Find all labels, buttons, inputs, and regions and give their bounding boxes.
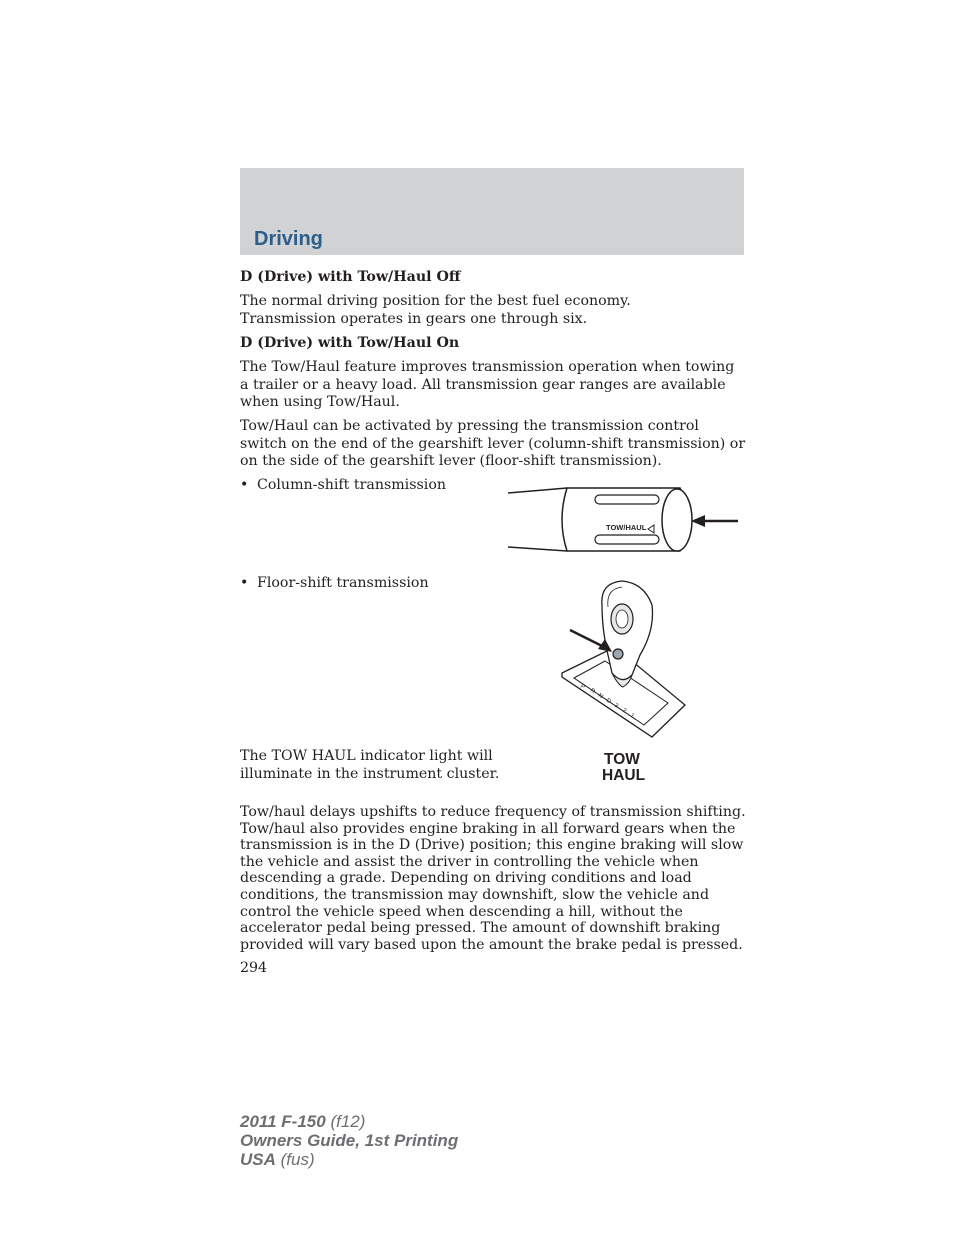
- paragraph-tow-haul-braking: Tow/haul delays upshifts to reduce frequency of transmission shifting. Tow/haul also provides engine braking in all forward gears when the transmission is in the D (Drive) position; this engine braking will slow the vehicle and assist the driver in controlling the vehicle when descending a grade. Depending on driving conditions and load conditions, the transmission may downshift, slow the vehicle and control the vehicle speed when descending a hill, without the accelerator pedal being pressed. The amount of downshift braking provided will vary based upon the amount the brake pedal is pressed.: [240, 804, 746, 953]
- gate-mark-1: 1: [628, 712, 636, 720]
- bullet-mark: •: [240, 575, 249, 591]
- footer-edition: Owners Guide, 1st Printing: [240, 1131, 459, 1150]
- tow-haul-indicator-icon: [602, 752, 652, 784]
- gate-mark-3: 3: [612, 702, 620, 710]
- floor-shift-lever-figure: [560, 575, 695, 740]
- subheading-tow-haul-off: D (Drive) with Tow/Haul Off: [240, 269, 461, 285]
- section-title: Driving: [254, 228, 323, 250]
- gate-mark-r: R: [588, 687, 596, 696]
- bullet-text: Floor-shift transmission: [257, 575, 429, 591]
- footer-model-code: (f12): [330, 1112, 366, 1131]
- bullet-mark: •: [240, 477, 249, 493]
- page-number: 294: [240, 960, 268, 976]
- footer-region-code: (fus): [280, 1150, 315, 1169]
- gate-mark-2: 2: [620, 707, 628, 715]
- paragraph-tow-haul-activation: Tow/Haul can be activated by pressing the transmission control switch on the end of the gearshift lever (column-shift transmission) or on the side of the gearshift lever (floor-shift transmission).: [240, 418, 746, 469]
- gate-mark-n: N: [596, 692, 604, 701]
- paragraph-tow-haul-feature: The Tow/Haul feature improves transmission operation when towing a trailer or a heavy load. All transmission gear ranges are available when using Tow/Haul.: [240, 359, 735, 410]
- paragraph-drive-normal: The normal driving position for the best fuel economy. Transmission operates in gears one through six.: [240, 293, 631, 327]
- indicator-line-tow: TOW: [604, 751, 640, 768]
- bullet-floor-shift: [240, 574, 429, 592]
- footer-model: 2011 F-150: [240, 1112, 326, 1131]
- bullet-text: Column-shift transmission: [257, 477, 447, 493]
- footer-region: USA: [240, 1150, 276, 1169]
- gate-mark-d: D: [604, 697, 612, 706]
- subheading-tow-haul-on: D (Drive) with Tow/Haul On: [240, 335, 460, 351]
- document-footer: [240, 1112, 458, 1169]
- tow-haul-switch-label: TOW/HAUL: [606, 523, 647, 532]
- bullet-column-shift: [240, 476, 446, 494]
- gate-mark-p: P: [578, 683, 586, 691]
- section-header-band: [240, 168, 744, 255]
- column-shift-lever-figure: [505, 485, 745, 555]
- indicator-line-haul: HAUL: [602, 767, 646, 784]
- paragraph-indicator-light: The TOW HAUL indicator light will illuminate in the instrument cluster.: [240, 748, 500, 782]
